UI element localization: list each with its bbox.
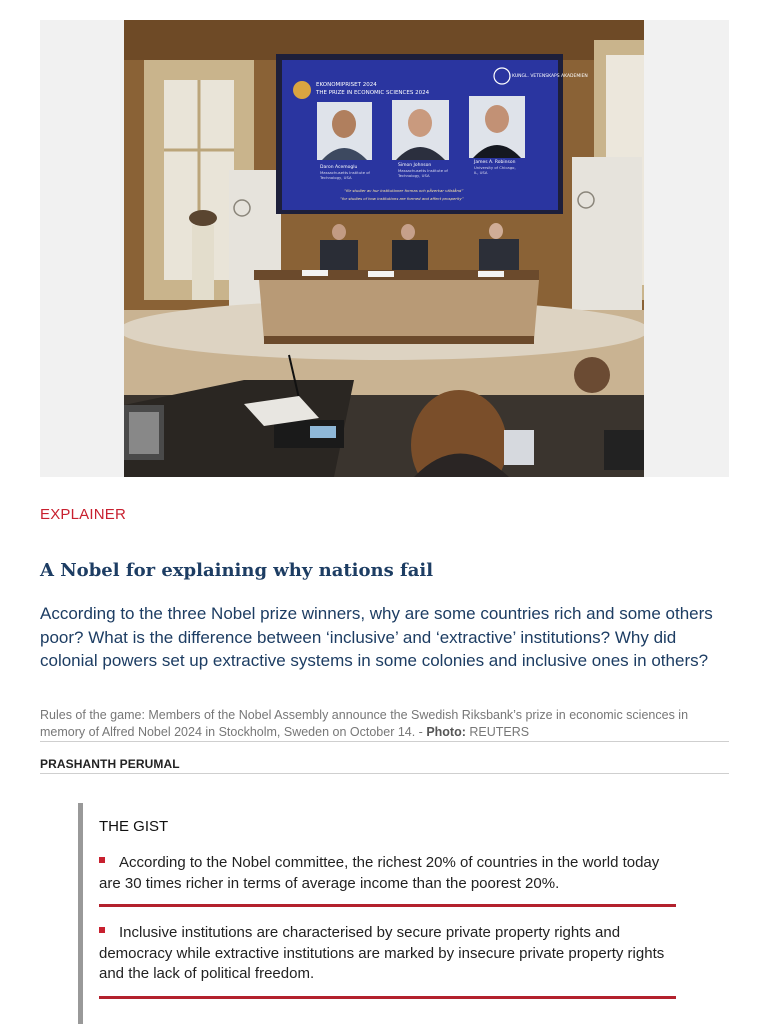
gist-divider: [99, 996, 676, 999]
bullet-icon: [99, 857, 105, 863]
caption-credit-value: REUTERS: [469, 725, 530, 739]
laureate-affil-1a: Massachusetts Institute of: [320, 170, 370, 175]
byline-divider: [40, 773, 729, 774]
article-photo: [124, 20, 644, 477]
gist-item: [99, 853, 681, 894]
gist-side-bar: [78, 803, 83, 1024]
gist-divider: [99, 904, 676, 907]
screen-academy: KUNGL. VETENSKAPS AKADEMIEN: [512, 74, 588, 79]
article-title: A Nobel for explaining why nations fail: [40, 560, 434, 581]
laureate-affil-3b: IL, USA: [474, 170, 488, 175]
bullet-icon: [99, 927, 105, 933]
caption-credit-sep: -: [415, 725, 427, 739]
gist-item: [99, 923, 681, 985]
screen-title-1: EKONOMIPRISET 2024: [316, 82, 377, 88]
hero-image-area: [40, 20, 729, 477]
laureate-name-3: James A. Robinson: [474, 160, 516, 165]
article-kicker: EXPLAINER: [40, 506, 126, 523]
article-standfirst: According to the three Nobel prize winners, why are some countries rich and some others poor? What is the difference between ‘inclusive’ and ‘extractive’ institutions? Why did colonial powers set up extractive systems in some colonies and inclusive ones in others?: [40, 604, 713, 670]
caption-credit-label: Photo:: [426, 725, 466, 739]
laureate-affil-1b: Technology, USA: [320, 175, 352, 180]
photo-caption: [40, 707, 730, 741]
laureate-name-1: Daron Acemoglu: [320, 165, 358, 170]
author-byline[interactable]: PRASHANTH PERUMAL: [40, 757, 180, 771]
screen-title-2: THE PRIZE IN ECONOMIC SCIENCES 2024: [316, 90, 430, 96]
laureate-affil-3a: University of Chicago,: [474, 165, 516, 170]
laureate-name-2: Simon Johnson: [398, 163, 432, 168]
screen-motivation-2: “for studies of how institutions are formed and affect prosperity”: [340, 196, 464, 201]
laureate-affil-2a: Massachusetts Institute of: [398, 168, 448, 173]
laureate-affil-2b: Technology, USA: [398, 173, 430, 178]
caption-text: Rules of the game: Members of the Nobel Assembly announce the Swedish Riksbank’s prize in economic sciences in memory of Alfred Nobel 2024 in Stockholm, Sweden on October 14.: [40, 708, 689, 739]
gist-item-text: According to the Nobel committee, the richest 20% of countries in the world today are 30 times richer in terms of average income than the poorest 20%.: [99, 854, 660, 892]
screen-motivation-1: “för studier av hur institutioner formas och påverkar välstånd”: [344, 188, 464, 193]
gist-item-text: Inclusive institutions are characterised by secure private property rights and democracy while extractive institutions are marked by insecure private property rights and the lack of political freedom.: [99, 924, 665, 982]
caption-divider: [40, 741, 729, 742]
gist-heading: THE GIST: [99, 818, 169, 835]
